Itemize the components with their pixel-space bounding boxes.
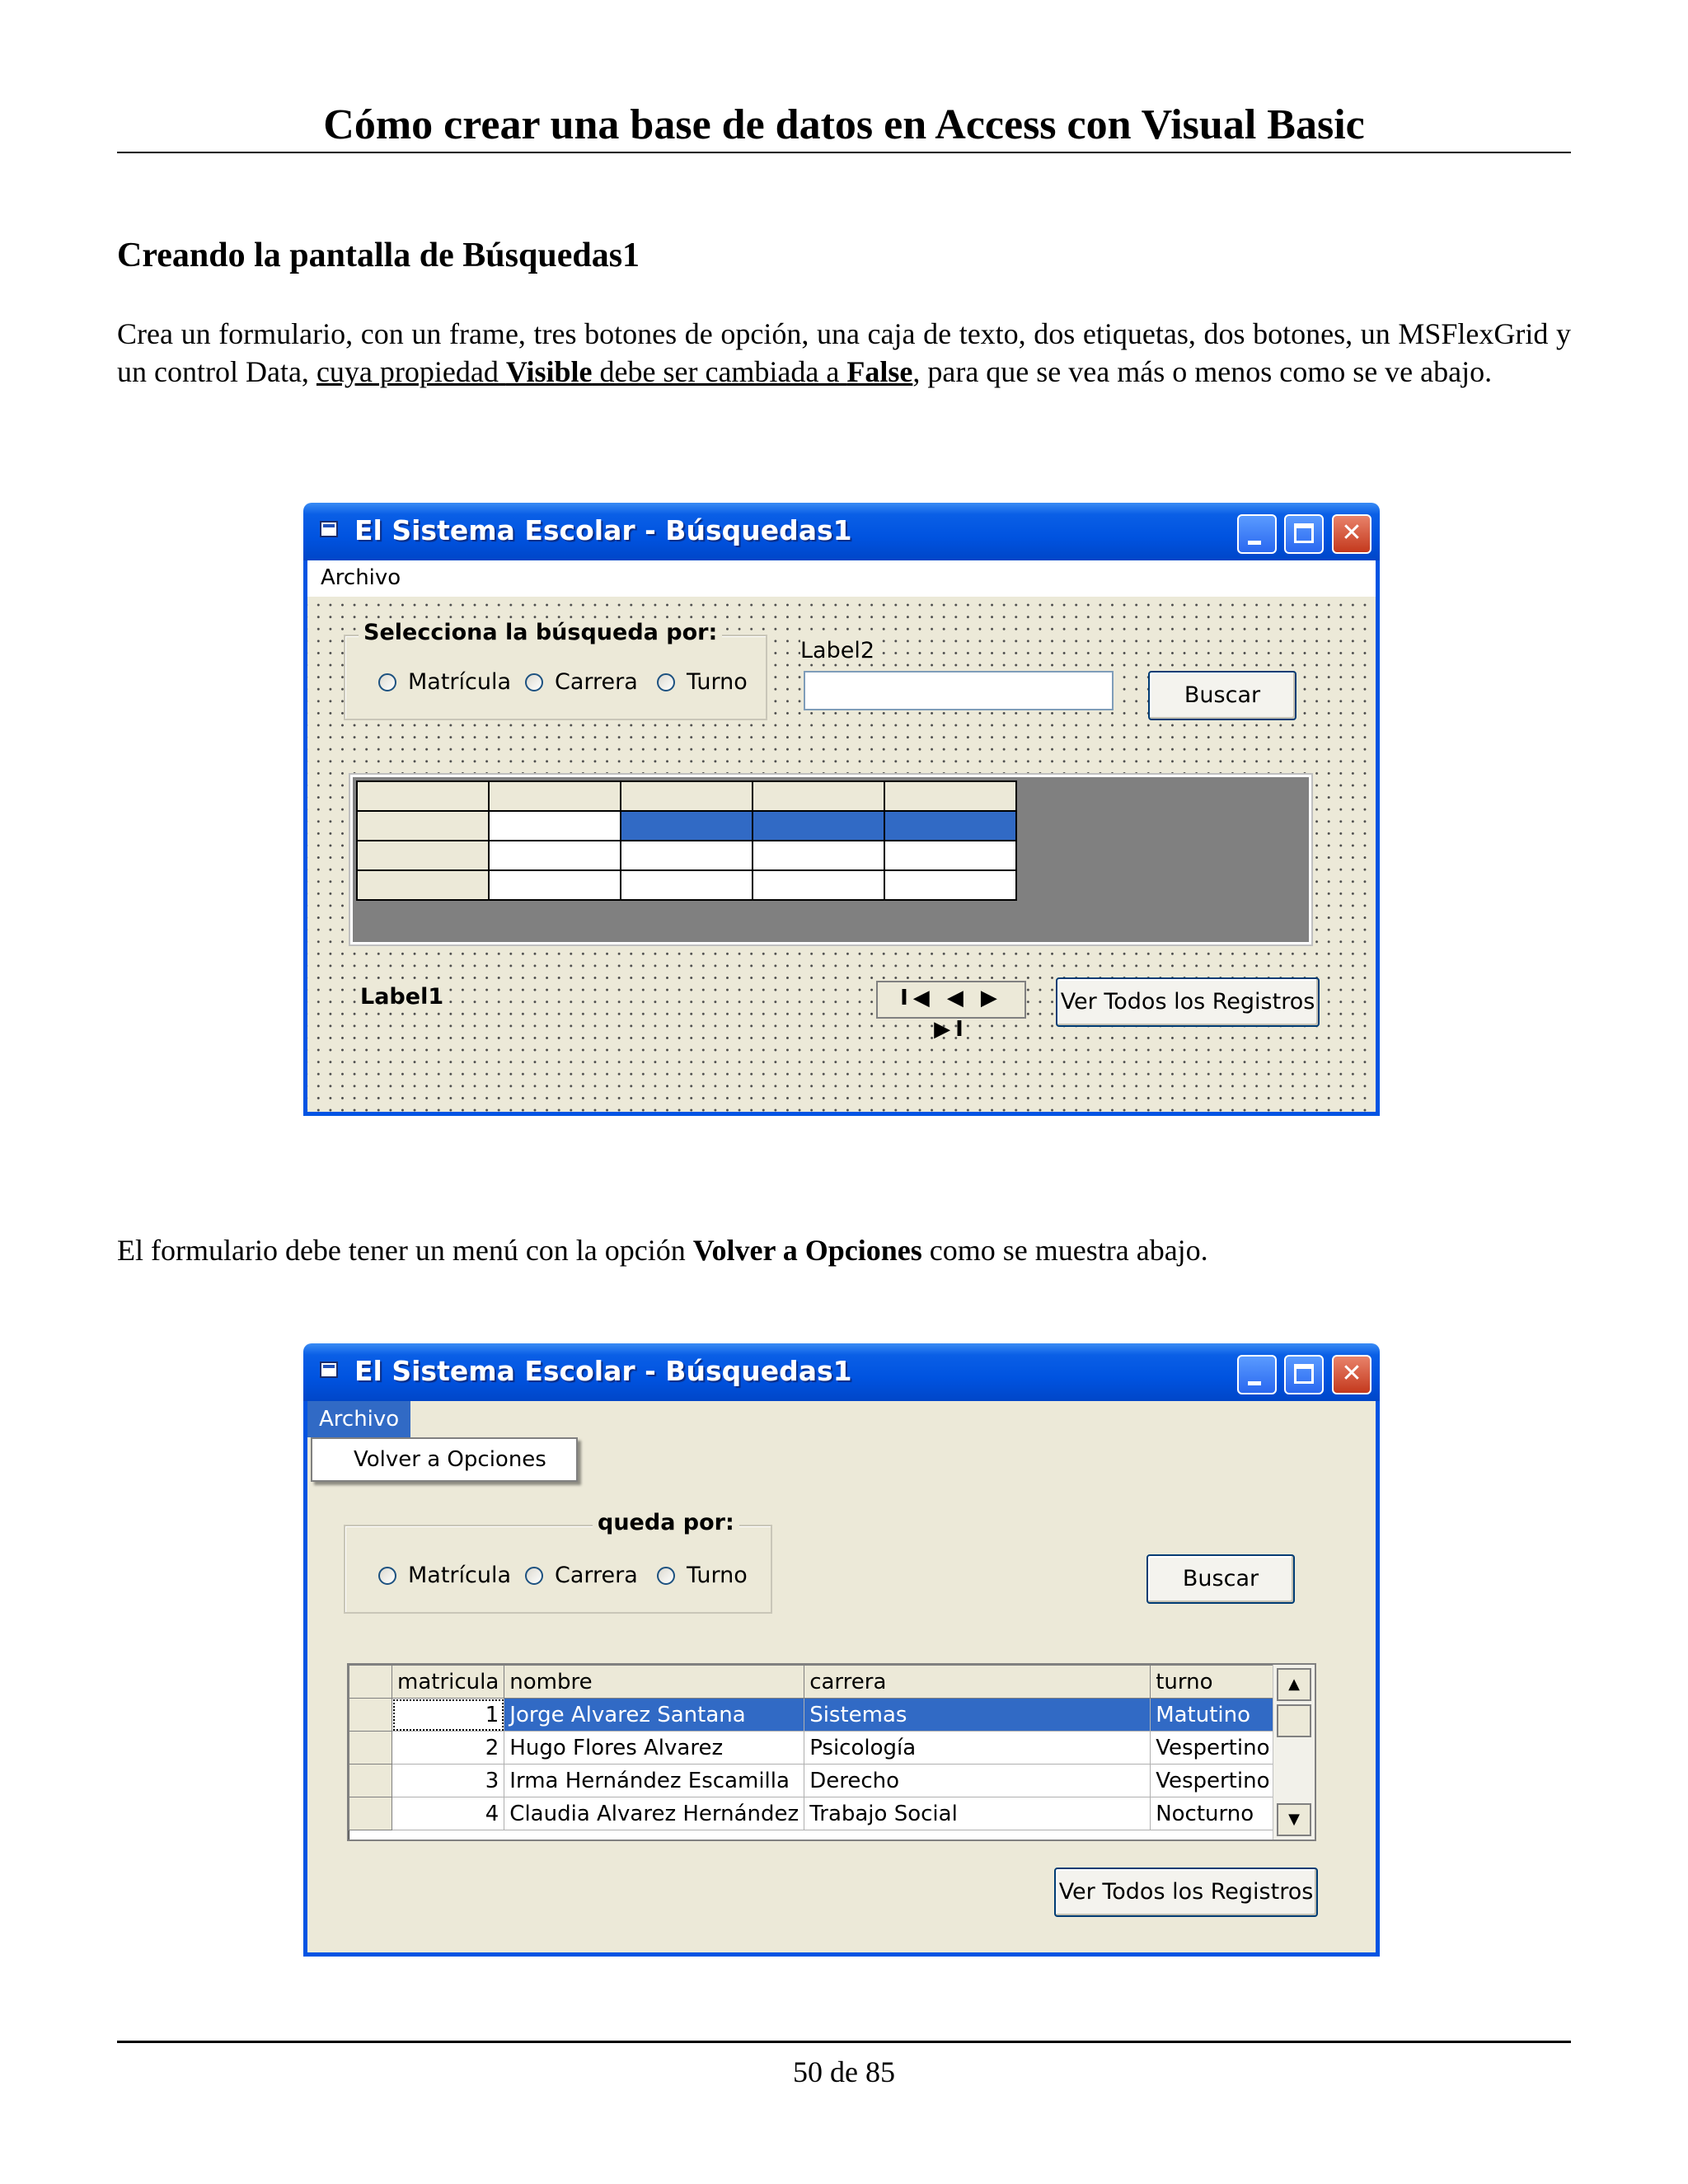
- row-header[interactable]: [349, 1699, 392, 1732]
- minimize-icon: [1248, 1381, 1261, 1385]
- radio-carrera[interactable]: Carrera: [525, 669, 638, 695]
- msflexgrid[interactable]: [350, 775, 1311, 944]
- view-all-button[interactable]: Ver Todos los Registros: [1056, 977, 1320, 1027]
- cell-carrera: Derecho: [804, 1765, 1151, 1797]
- close-button[interactable]: [1332, 514, 1372, 554]
- cell-nombre: Jorge Alvarez Santana: [504, 1699, 804, 1732]
- form-design-window: [303, 503, 1380, 1116]
- radio-icon: [378, 1567, 396, 1585]
- grid-cell: [489, 870, 621, 900]
- page-number: 50 de 85: [793, 2055, 895, 2088]
- label1: Label1: [360, 984, 448, 1010]
- column-header[interactable]: turno: [1151, 1666, 1289, 1699]
- search-frame: [344, 1510, 772, 1614]
- search-button[interactable]: Buscar: [1148, 671, 1296, 720]
- label2: Label2: [800, 638, 879, 663]
- radio-carrera[interactable]: Carrera: [525, 1563, 638, 1588]
- frame-caption: Selecciona la búsqueda por:: [359, 620, 722, 645]
- grid-cell: [357, 811, 489, 841]
- radio-icon: [657, 673, 675, 691]
- footer-rule: [117, 2041, 1571, 2043]
- grid-cell: [884, 811, 1016, 841]
- column-header[interactable]: matricula: [392, 1666, 504, 1699]
- radio-icon: [525, 1567, 543, 1585]
- cell-carrera: Trabajo Social: [804, 1797, 1151, 1830]
- form-icon: [320, 1361, 338, 1378]
- column-header[interactable]: carrera: [804, 1666, 1151, 1699]
- minimize-button[interactable]: [1237, 1355, 1277, 1394]
- grid-cell: [621, 870, 753, 900]
- radio-turno[interactable]: Turno: [657, 1563, 748, 1588]
- document-title: Cómo crear una base de datos en Access con Visual Basic: [323, 101, 1365, 148]
- column-header[interactable]: nombre: [504, 1666, 804, 1699]
- title-bar[interactable]: [303, 503, 1380, 560]
- grid-cell: [489, 811, 621, 841]
- results-grid[interactable]: [347, 1663, 1316, 1841]
- data-control[interactable]: I◀ ◀ ▶ ▶I: [876, 981, 1026, 1019]
- minimize-button[interactable]: [1237, 514, 1277, 554]
- radio-icon: [378, 673, 396, 691]
- grid-cell: [357, 781, 489, 811]
- cell-turno: Vespertino: [1151, 1765, 1289, 1797]
- row-header[interactable]: [349, 1797, 392, 1830]
- cell-matricula: 1: [392, 1699, 504, 1732]
- window-title: El Sistema Escolar - Búsquedas1: [354, 1355, 852, 1387]
- cell-nombre: Irma Hernández Escamilla: [504, 1765, 804, 1797]
- menu-paragraph: El formulario debe tener un menú con la opción Volver a Opciones como se muestra abajo.: [117, 1234, 1208, 1267]
- search-input[interactable]: [804, 671, 1114, 710]
- grid-cell: [884, 870, 1016, 900]
- cell-nombre: Hugo Flores Alvarez: [504, 1732, 804, 1765]
- maximize-icon: [1294, 523, 1314, 543]
- grid-cell: [884, 781, 1016, 811]
- form-runtime-window: [303, 1343, 1380, 1957]
- form-client-area: [307, 560, 1376, 1112]
- maximize-button[interactable]: [1284, 514, 1324, 554]
- grid-cell: [884, 841, 1016, 870]
- table-row[interactable]: [349, 1765, 1289, 1797]
- cell-matricula: 3: [392, 1765, 504, 1797]
- grid-cell: [357, 870, 489, 900]
- menu-bar: [307, 560, 1376, 597]
- maximize-button[interactable]: [1284, 1355, 1324, 1394]
- section-heading: Creando la pantalla de Búsquedas1: [117, 237, 640, 274]
- scroll-down-button[interactable]: [1277, 1803, 1311, 1836]
- cell-matricula: 2: [392, 1732, 504, 1765]
- form-client-area: [307, 1401, 1376, 1952]
- minimize-icon: [1248, 541, 1261, 545]
- intro-paragraph: Crea un formulario, con un frame, tres botones de opción, una caja de texto, dos etiquetas, dos botones, un MSFlexGrid y un control Data, cuya propiedad Visible debe ser cambiada a False, para que se vea más o menos como se ve abajo.: [117, 317, 1571, 388]
- radio-icon: [657, 1567, 675, 1585]
- search-frame: [344, 620, 767, 720]
- menu-item-volver-a-opciones[interactable]: Volver a Opciones: [354, 1447, 546, 1472]
- table-row[interactable]: [349, 1797, 1289, 1830]
- menu-bar: [307, 1401, 1376, 1437]
- results-table: [349, 1665, 1289, 1830]
- grid-cell: [753, 870, 884, 900]
- view-all-button[interactable]: Ver Todos los Registros: [1054, 1868, 1318, 1917]
- menu-archivo[interactable]: Archivo: [307, 1401, 410, 1437]
- grid-cell: [489, 781, 621, 811]
- grid-cell: [621, 811, 753, 841]
- table-row[interactable]: [349, 1699, 1289, 1732]
- close-button[interactable]: [1332, 1355, 1372, 1394]
- row-header[interactable]: [349, 1765, 392, 1797]
- cell-turno: Vespertino: [1151, 1732, 1289, 1765]
- cell-turno: Nocturno: [1151, 1797, 1289, 1830]
- cell-carrera: Psicología: [804, 1732, 1151, 1765]
- maximize-icon: [1294, 1364, 1314, 1384]
- grid-cell: [621, 841, 753, 870]
- title-bar[interactable]: [303, 1343, 1380, 1401]
- cell-carrera: Sistemas: [804, 1699, 1151, 1732]
- radio-icon: [525, 673, 543, 691]
- cell-nombre: Claudia Alvarez Hernández: [504, 1797, 804, 1830]
- vertical-scrollbar[interactable]: [1273, 1665, 1315, 1840]
- close-icon: ✕: [1341, 518, 1362, 547]
- search-button[interactable]: Buscar: [1146, 1554, 1295, 1604]
- flexgrid-table: [356, 780, 1017, 901]
- radio-matricula[interactable]: Matrícula: [378, 669, 511, 695]
- cell-turno: Matutino: [1151, 1699, 1289, 1732]
- window-title: El Sistema Escolar - Búsquedas1: [354, 514, 852, 546]
- grid-cell: [753, 811, 884, 841]
- scroll-thumb[interactable]: [1277, 1704, 1311, 1737]
- grid-cell: [753, 841, 884, 870]
- arrow-up-icon: ▲: [1288, 1675, 1300, 1693]
- cell-matricula: 4: [392, 1797, 504, 1830]
- grid-cell: [753, 781, 884, 811]
- frame-caption: queda por:: [593, 1510, 739, 1535]
- arrow-down-icon: ▼: [1288, 1811, 1300, 1828]
- grid-cell: [621, 781, 753, 811]
- row-header[interactable]: [349, 1732, 392, 1765]
- form-icon: [320, 521, 338, 537]
- grid-corner: [349, 1666, 392, 1699]
- close-icon: ✕: [1341, 1359, 1362, 1388]
- scroll-up-button[interactable]: [1277, 1668, 1311, 1701]
- table-row[interactable]: [349, 1732, 1289, 1765]
- radio-turno[interactable]: Turno: [657, 669, 748, 695]
- radio-matricula[interactable]: Matrícula: [378, 1563, 511, 1588]
- archivo-dropdown-menu: [311, 1437, 578, 1482]
- grid-cell: [357, 841, 489, 870]
- menu-archivo[interactable]: Archivo: [321, 565, 401, 590]
- header-rule: [117, 152, 1571, 153]
- grid-cell: [489, 841, 621, 870]
